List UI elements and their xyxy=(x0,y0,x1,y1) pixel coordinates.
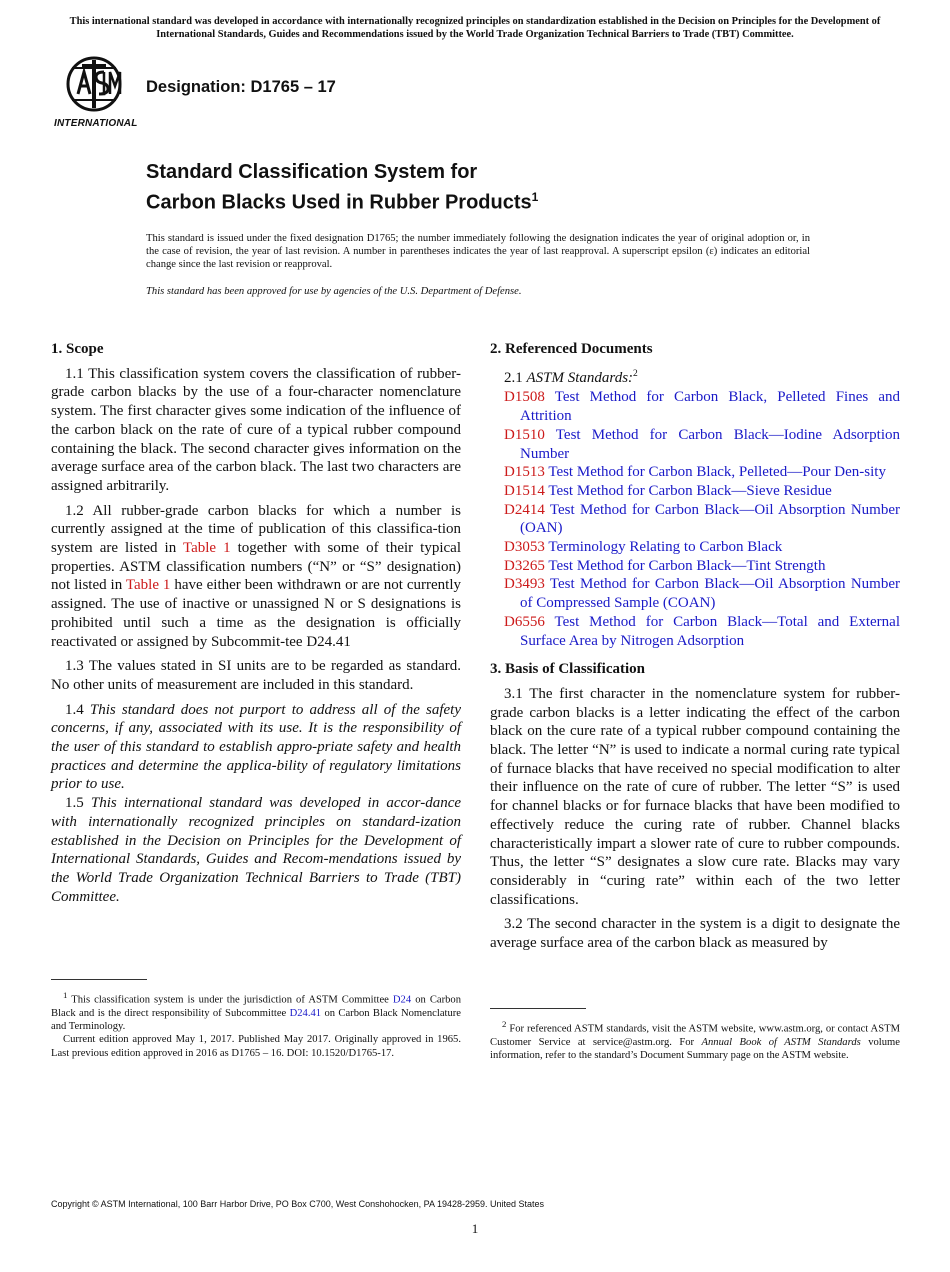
footnote-1-edition: Current edition approved May 1, 2017. Published May 2017. Originally approved in 1965. Last previous edition approved in 2016 as D1765 – 16. DOI: 10.1520/D1765-17. xyxy=(51,1034,461,1059)
paragraph-1-4 xyxy=(51,701,461,795)
standard-title-link[interactable]: Test Method for Carbon Black, Pelleted Fines and Attrition xyxy=(520,389,900,425)
list-item xyxy=(490,426,900,463)
referenced-standards-list xyxy=(490,388,900,650)
committee-d24-link[interactable]: D24 xyxy=(392,994,412,1006)
standard-code-link[interactable]: D3053 xyxy=(504,539,545,556)
sub-title: ASTM Standards: xyxy=(526,369,634,386)
list-item xyxy=(490,575,900,612)
paragraph-3-1: 3.1 The first character in the nomenclature system for rubber-grade carbon blacks is a letter indicating the effect of the carbon black on the cure rate of a typical rubber compound containing the black. The letter “N” is used to indicate a normal curing rate typical of furnace blacks that have received no special modification to alter their influence on the rate of cure of rubber. The letter “S” is used for channel blacks or for furnace blacks that have been modified to effectively reduce the curing rate of rubber. Channel blacks characteristically impart a slower rate of cure to rubber compounds. Thus, the letter “S” designates a slow cure rate. Blacks may vary considerably in “curing rate” within each of the two letter classifications. xyxy=(490,685,900,908)
preamble: This standard is issued under the fixed designation D1765; the number immediately following the designation indicates the year of original adoption or, in the case of revision, the year of last revision. A number in parentheses indicates the year of last reapproval. A superscript epsilon (ε) indicates an editorial change since the last revision or reapproval. xyxy=(146,233,810,271)
footnote-1-mark: 1 xyxy=(63,990,68,1000)
p15-number: 1.5 xyxy=(65,795,91,812)
list-item xyxy=(490,557,900,576)
footnote-2-mark: 2 xyxy=(502,1019,507,1029)
standard-title-link[interactable]: Test Method for Carbon Black—Tint Strength xyxy=(544,557,826,574)
title-line-2 xyxy=(146,185,538,216)
fn2-italic: Annual Book of ASTM Standards xyxy=(701,1036,861,1048)
standard-code-link[interactable]: D3493 xyxy=(504,576,545,593)
standard-title-link[interactable]: Test Method for Carbon Black—Sieve Residue xyxy=(544,482,832,499)
footnote-divider-left xyxy=(51,979,147,980)
standard-title-link[interactable]: Test Method for Carbon Black—Iodine Adsorption Number xyxy=(520,426,900,462)
p15-text: This international standard was developed in accor-dance with internationally recognized principles on standard-ization established in the Decision on Principles for the Development of International Standards, Guides and Recom-mendations issued by the World Trade Organization Technical Barriers to Trade (TBT) Committee. xyxy=(51,795,462,905)
section-heading-basis: 3. Basis of Classification xyxy=(490,661,646,678)
right-column xyxy=(490,340,900,959)
fn1-text-a: This classification system is under the jurisdiction of ASTM Committee xyxy=(67,994,393,1006)
section-heading-scope: 1. Scope xyxy=(51,341,104,357)
list-item xyxy=(490,538,900,557)
standard-code-link[interactable]: D1513 xyxy=(504,464,545,481)
footnote-2 xyxy=(490,1018,900,1062)
page-number: 1 xyxy=(471,1221,479,1236)
designation: Designation: D1765 – 17 xyxy=(146,78,336,96)
top-notice: This international standard was developed in accordance with internationally recognized principles on standardization established in the Decision on Principles for the Development of International Standards, Guides and Recommendations issued by the World Trade Organization Technical Barriers to Trade (TBT) Committee. xyxy=(69,16,881,40)
paragraph-1-3: 1.3 The values stated in SI units are to be regarded as standard. No other units of measurement are included in this standard. xyxy=(51,658,461,693)
subcommittee-d2441-link[interactable]: D24.41 xyxy=(289,1007,322,1019)
astm-logo xyxy=(52,54,136,132)
p12-text-b: together with some of their typical properties. ASTM classification numbers (“N” or “S” designation) not listed in xyxy=(51,540,461,594)
standard-title-link[interactable]: Test Method for Carbon Black—Oil Absorption Number of Compressed Sample (COAN) xyxy=(520,576,900,612)
dod-approval-note: This standard has been approved for use by agencies of the U.S. Department of Defense. xyxy=(146,286,522,297)
fn1-text-c: on Carbon Black Nomenclature and Terminology. xyxy=(51,1007,461,1033)
standard-code-link[interactable]: D1510 xyxy=(504,426,545,443)
standard-title-link[interactable]: Terminology Relating to Carbon Black xyxy=(544,539,783,556)
list-item xyxy=(490,501,900,538)
footnote-1-text xyxy=(51,989,461,1033)
p14-text: This standard does not purport to address all of the safety concerns, if any, associated with its use. It is the responsibility of the user of this standard to establish appro-priate safety and health practices and determine the applica-bility of regulatory limitations prior to use. xyxy=(51,701,462,793)
p14-number: 1.4 xyxy=(65,701,90,718)
fn1-text-b: on Carbon Black and is the direct responsibility of Subcommittee xyxy=(51,994,462,1019)
table-1-link-2[interactable]: Table 1 xyxy=(125,577,171,594)
title-line-2-text: Carbon Blacks Used in Rubber Products xyxy=(146,191,532,214)
paragraph-3-2: 3.2 The second character in the system is a digit to designate the average surface area of the carbon black as measured by xyxy=(490,916,900,952)
paragraph-1-1: 1.1 This classification system covers the classification of rubber-grade carbon blacks by the use of a four-character nomenclature system. The first character gives some indication of the influence of the carbon black on the rate of cure of a typical rubber compound containing the black. The second character gives information on the average surface area of the carbon black. The last two characters are assigned arbitrarily. xyxy=(51,365,461,494)
title-footnote-mark: 1 xyxy=(531,190,539,204)
standard-code-link[interactable]: D6556 xyxy=(504,613,545,630)
p12-text-a: 1.2 All rubber-grade carbon blacks for which a number is currently assigned at the time of publication of this classifica-tion system are listed in xyxy=(51,502,461,557)
footnote-divider-right xyxy=(490,1008,586,1009)
document-title xyxy=(146,160,538,216)
astm-standards-subheading xyxy=(490,365,900,388)
standard-title-link[interactable]: Test Method for Carbon Black, Pelleted—Pour Den-sity xyxy=(544,464,886,481)
footnote-1 xyxy=(51,989,461,1060)
title-line-1: Standard Classification System for xyxy=(146,161,478,183)
list-item xyxy=(490,613,900,650)
standard-title-link[interactable]: Test Method for Carbon Black—Total and External Surface Area by Nitrogen Adsorption xyxy=(520,613,900,649)
p12-text-c: have either been withdrawn or are not currently assigned. The use of inactive or unassigned N or S designations is prohibited until such a time as the designation is officially reactivated or assigned by Subcommit-tee D24.41 xyxy=(51,577,462,650)
logo-wordmark: INTERNATIONAL xyxy=(54,118,138,129)
footnote-2-text xyxy=(490,1018,900,1062)
standard-code-link[interactable]: D2414 xyxy=(504,501,545,518)
sub-label: 2.1 xyxy=(504,369,527,386)
table-1-link[interactable]: Table 1 xyxy=(182,540,231,557)
left-column xyxy=(51,340,461,912)
paragraph-1-2 xyxy=(51,502,461,652)
sub-footnote-mark: 2 xyxy=(633,368,638,379)
list-item xyxy=(490,463,900,482)
standard-code-link[interactable]: D3265 xyxy=(504,557,545,574)
standard-code-link[interactable]: D1508 xyxy=(504,389,545,406)
copyright-line: Copyright © ASTM International, 100 Barr Harbor Drive, PO Box C700, West Conshohocken, PA 19428-2959. United States xyxy=(51,1199,545,1209)
fn2-text-b: volume information, refer to the standard’s Document Summary page on the ASTM website. xyxy=(490,1036,900,1062)
standard-code-link[interactable]: D1514 xyxy=(504,482,545,499)
fn2-text-a: For referenced ASTM standards, visit the ASTM website, www.astm.org, or contact ASTM Customer Service at service@astm.org. For xyxy=(490,1023,900,1048)
standard-title-link[interactable]: Test Method for Carbon Black—Oil Absorption Number (OAN) xyxy=(520,501,900,537)
section-heading-referenced-documents: 2. Referenced Documents xyxy=(490,341,653,357)
list-item xyxy=(490,482,900,501)
paragraph-1-5 xyxy=(51,794,461,906)
list-item xyxy=(490,388,900,425)
